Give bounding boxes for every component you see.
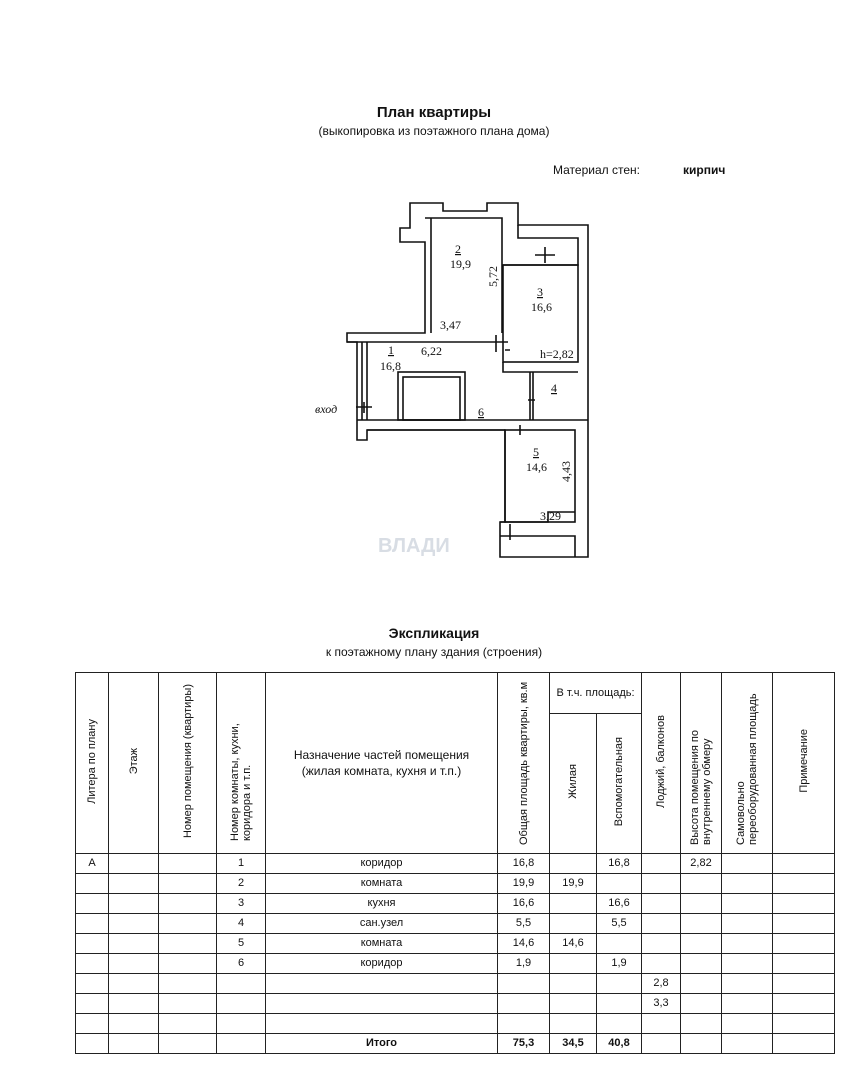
header-purpose: Назначение частей помещения (жилая комната, кухня и т.п.) bbox=[266, 673, 498, 854]
cell-room: 4 bbox=[217, 914, 266, 934]
cell-loggia: 2,8 bbox=[642, 974, 681, 994]
cell-litera bbox=[76, 874, 109, 894]
dim-5-72: 5,72 bbox=[486, 266, 500, 287]
cell-note bbox=[773, 1034, 835, 1054]
cell-aux bbox=[597, 1014, 642, 1034]
cell-note bbox=[773, 854, 835, 874]
cell-total: 16,6 bbox=[498, 894, 550, 914]
header-litera: Литера по плану bbox=[86, 718, 98, 804]
dim-4-43: 4,43 bbox=[559, 461, 573, 482]
cell-unit bbox=[159, 974, 217, 994]
cell-self bbox=[722, 994, 773, 1014]
watermark-logo: ВЛАДИ bbox=[378, 535, 450, 557]
cell-height: 2,82 bbox=[681, 854, 722, 874]
cell-purpose: коридор bbox=[266, 854, 498, 874]
cell-living: 34,5 bbox=[550, 1034, 597, 1054]
explication-subtitle: к поэтажному плану здания (строения) bbox=[325, 645, 543, 659]
table-row bbox=[76, 854, 835, 874]
cell-self bbox=[722, 894, 773, 914]
cell-self bbox=[722, 974, 773, 994]
cell-note bbox=[773, 1014, 835, 1034]
cell-purpose: комната bbox=[266, 934, 498, 954]
header-floor: Этаж bbox=[127, 747, 140, 775]
room-2-area: 19,9 bbox=[450, 257, 471, 271]
cell-floor bbox=[109, 974, 159, 994]
cell-purpose: сан.узел bbox=[266, 914, 498, 934]
cell-floor bbox=[109, 854, 159, 874]
cell-purpose: кухня bbox=[266, 894, 498, 914]
room-2-number: 2 bbox=[455, 242, 461, 256]
table-row bbox=[76, 994, 835, 1014]
cell-purpose bbox=[266, 974, 498, 994]
cell-unit bbox=[159, 934, 217, 954]
cell-aux bbox=[597, 874, 642, 894]
cell-litera bbox=[76, 914, 109, 934]
cell-litera bbox=[76, 934, 109, 954]
cell-note bbox=[773, 874, 835, 894]
cell-room bbox=[217, 1034, 266, 1054]
cell-unit bbox=[159, 994, 217, 1014]
cell-litera bbox=[76, 894, 109, 914]
cell-living bbox=[550, 894, 597, 914]
cell-aux: 16,6 bbox=[597, 894, 642, 914]
header-height: Высота помещения по внутреннему обмеру bbox=[689, 730, 713, 845]
plan-title: План квартиры bbox=[376, 104, 492, 121]
cell-self bbox=[722, 934, 773, 954]
cell-room: 1 bbox=[217, 854, 266, 874]
cell-unit bbox=[159, 954, 217, 974]
cell-living bbox=[550, 914, 597, 934]
cell-aux: 5,5 bbox=[597, 914, 642, 934]
cell-purpose: комната bbox=[266, 874, 498, 894]
cell-purpose bbox=[266, 994, 498, 1014]
cell-height bbox=[681, 934, 722, 954]
cell-loggia bbox=[642, 934, 681, 954]
cell-note bbox=[773, 974, 835, 994]
cell-purpose: коридор bbox=[266, 954, 498, 974]
header-living: Жилая bbox=[567, 764, 579, 799]
cell-litera bbox=[76, 974, 109, 994]
cell-note bbox=[773, 934, 835, 954]
cell-height bbox=[681, 874, 722, 894]
table-row bbox=[76, 894, 835, 914]
cell-loggia bbox=[642, 894, 681, 914]
cell-purpose: Итого bbox=[266, 1034, 498, 1054]
cell-total: 75,3 bbox=[498, 1034, 550, 1054]
header-room: Номер комнаты, кухни, коридора и т.п. bbox=[229, 723, 253, 841]
entrance-label: вход bbox=[315, 402, 338, 416]
header-loggia: Лоджий, балконов bbox=[655, 714, 667, 808]
room-4-number: 4 bbox=[551, 381, 557, 395]
cell-floor bbox=[109, 1034, 159, 1054]
cell-room bbox=[217, 994, 266, 1014]
cell-note bbox=[773, 994, 835, 1014]
header-aux: Вспомогательная bbox=[613, 736, 625, 827]
cell-floor bbox=[109, 994, 159, 1014]
cell-litera bbox=[76, 954, 109, 974]
cell-total bbox=[498, 974, 550, 994]
table-row bbox=[76, 914, 835, 934]
cell-self bbox=[722, 914, 773, 934]
cell-total bbox=[498, 994, 550, 1014]
wall-material-value: кирпич bbox=[683, 163, 726, 177]
cell-room: 5 bbox=[217, 934, 266, 954]
cell-room bbox=[217, 974, 266, 994]
room-6-number: 6 bbox=[478, 405, 484, 419]
room-5-area: 14,6 bbox=[526, 460, 547, 474]
cell-unit bbox=[159, 914, 217, 934]
cell-note bbox=[773, 954, 835, 974]
room-5-number: 5 bbox=[533, 445, 539, 459]
cell-loggia bbox=[642, 874, 681, 894]
cell-room: 6 bbox=[217, 954, 266, 974]
cell-height bbox=[681, 994, 722, 1014]
cell-aux bbox=[597, 974, 642, 994]
cell-unit bbox=[159, 1034, 217, 1054]
cell-litera bbox=[76, 994, 109, 1014]
cell-aux bbox=[597, 994, 642, 1014]
cell-aux bbox=[597, 934, 642, 954]
table-row bbox=[76, 974, 835, 994]
cell-height bbox=[681, 1034, 722, 1054]
cell-aux: 40,8 bbox=[597, 1034, 642, 1054]
table-row bbox=[76, 1014, 835, 1034]
table-row bbox=[76, 1034, 835, 1054]
cell-floor bbox=[109, 874, 159, 894]
cell-loggia bbox=[642, 914, 681, 934]
cell-room: 3 bbox=[217, 894, 266, 914]
cell-purpose bbox=[266, 1014, 498, 1034]
cell-unit bbox=[159, 894, 217, 914]
cell-floor bbox=[109, 894, 159, 914]
cell-aux: 1,9 bbox=[597, 954, 642, 974]
cell-living bbox=[550, 1014, 597, 1034]
cell-height bbox=[681, 914, 722, 934]
table-row bbox=[76, 934, 835, 954]
cell-loggia bbox=[642, 1034, 681, 1054]
cell-living bbox=[550, 854, 597, 874]
cell-height bbox=[681, 974, 722, 994]
cell-self bbox=[722, 1014, 773, 1034]
cell-note bbox=[773, 914, 835, 934]
room-3-area: 16,6 bbox=[531, 300, 552, 314]
cell-self bbox=[722, 954, 773, 974]
cell-living bbox=[550, 974, 597, 994]
dim-3-47: 3,47 bbox=[440, 318, 461, 332]
cell-total: 1,9 bbox=[498, 954, 550, 974]
cell-unit bbox=[159, 1014, 217, 1034]
cell-loggia bbox=[642, 954, 681, 974]
cell-room bbox=[217, 1014, 266, 1034]
dim-6-22: 6,22 bbox=[421, 344, 442, 358]
cell-total: 19,9 bbox=[498, 874, 550, 894]
cell-height bbox=[681, 954, 722, 974]
cell-room: 2 bbox=[217, 874, 266, 894]
cell-loggia bbox=[642, 854, 681, 874]
cell-living: 19,9 bbox=[550, 874, 597, 894]
cell-litera bbox=[76, 1014, 109, 1034]
cell-total: 14,6 bbox=[498, 934, 550, 954]
table-row bbox=[76, 954, 835, 974]
cell-floor bbox=[109, 954, 159, 974]
wall-material-label: Материал стен: bbox=[553, 163, 640, 177]
header-self: Самовольно переоборудованная площадь bbox=[735, 693, 759, 845]
cell-total: 5,5 bbox=[498, 914, 550, 934]
cell-living bbox=[550, 994, 597, 1014]
room-3-number: 3 bbox=[537, 285, 543, 299]
cell-floor bbox=[109, 914, 159, 934]
header-total-area: Общая площадь квартиры, кв.м bbox=[517, 681, 530, 845]
cell-note bbox=[773, 894, 835, 914]
table-row bbox=[76, 874, 835, 894]
cell-self bbox=[722, 874, 773, 894]
plan-subtitle: (выкопировка из поэтажного плана дома) bbox=[318, 124, 550, 138]
cell-height bbox=[681, 894, 722, 914]
cell-unit bbox=[159, 874, 217, 894]
room-1-area: 16,8 bbox=[380, 359, 401, 373]
cell-self bbox=[722, 854, 773, 874]
cell-floor bbox=[109, 934, 159, 954]
cell-loggia: 3,3 bbox=[642, 994, 681, 1014]
cell-loggia bbox=[642, 1014, 681, 1034]
room-1-number: 1 bbox=[388, 343, 394, 357]
dim-3-29: 3,29 bbox=[540, 509, 561, 523]
dim-height: h=2,82 bbox=[540, 347, 574, 361]
cell-aux: 16,8 bbox=[597, 854, 642, 874]
cell-living bbox=[550, 954, 597, 974]
cell-litera: А bbox=[76, 854, 109, 874]
cell-floor bbox=[109, 1014, 159, 1034]
cell-living: 14,6 bbox=[550, 934, 597, 954]
cell-height bbox=[681, 1014, 722, 1034]
header-unit: Номер помещения (квартиры) bbox=[181, 683, 194, 838]
header-incl: В т.ч. площадь: bbox=[550, 673, 642, 714]
explication-title: Экспликация bbox=[388, 625, 480, 641]
cell-litera bbox=[76, 1034, 109, 1054]
header-note: Примечание bbox=[797, 729, 810, 793]
explication-table bbox=[75, 672, 835, 1054]
cell-total: 16,8 bbox=[498, 854, 550, 874]
cell-self bbox=[722, 1034, 773, 1054]
cell-unit bbox=[159, 854, 217, 874]
cell-total bbox=[498, 1014, 550, 1034]
